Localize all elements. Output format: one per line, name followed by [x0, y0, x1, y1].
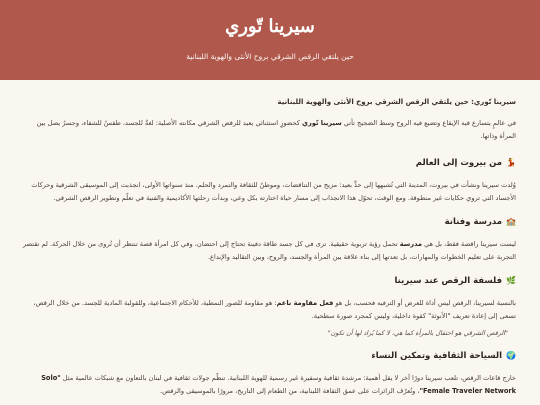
leaf-icon: 🌿: [506, 276, 516, 285]
philosophy-text-after: : هو مقاومة للصور النمطية، للأحكام الاجتماعية، وللقولبة المادية للجسد. من خلال الرقص، تسعى إلى إعادة تعريف "الأنوثة" كقوة داخلية، وليس كمجرد صورة سطحية.: [33, 299, 516, 320]
tourism-text-after: ، وتُعرّف الزائرات على عمق الثقافة اللبنانية، من الطعام إلى التاريخ، مرورًا بالموسيقى والرقص.: [160, 387, 420, 395]
section-heading-beirut: [22, 157, 516, 169]
globe-icon: 🌍: [506, 351, 516, 360]
tourism-text-bold: "Solo Female Traveler Network": [41, 374, 516, 395]
section-text-philosophy: [22, 297, 516, 323]
section-title-school: مدرسة وفنانة: [444, 217, 503, 227]
hero-header: [0, 0, 540, 80]
section-text-school: [22, 238, 516, 264]
article-content: [0, 80, 540, 398]
section-title-philosophy: فلسفة الرقص عند سيرينا: [394, 276, 503, 286]
intro-text-before: في عالمٍ يتسارع فيه الإيقاع وتضيع فيه الروح وسط الضجيج تأتي: [341, 119, 516, 127]
section-heading-philosophy: [22, 275, 516, 287]
section-text-tourism: [22, 372, 516, 398]
tourism-text-before: خارج قاعات الرقص، تلعب سيرينا دورًا آخر لا يقل أهمية: مرشدة ثقافية وسفيرة غير رسمية للهوية اللبنانية. تنظّم جولات ثقافية في لبنان بالتعاون مع شبكات عالمية مثل: [60, 374, 516, 382]
intro-paragraph: [22, 117, 516, 143]
intro-title: سيرينا تّوري: حين يلتقي الرقص الشرقي بروح الأنثى والهوية اللبنانية: [277, 98, 516, 106]
school-text-bold: مدرسة: [399, 240, 422, 248]
school-icon: 🏫: [506, 217, 516, 226]
intro-text-name: سيرينا تّوري: [302, 119, 342, 127]
philosophy-text-bold: فعل مقاومة ناعم: [276, 299, 334, 307]
page-subtitle: حين يلتقي الرقص الشرقي بروح الأنثى والهوية اللبنانية: [186, 52, 354, 61]
philosophy-text-before: بالنسبة لسيرينا، الرقص ليس أداة للعرض أو الترفيه فحسب، بل هو: [333, 299, 516, 307]
school-text-after: تحمل رؤية تربوية حقيقية. ترى في كل جسد طاقة دفينة تحتاج إلى احتضان، وفي كل امرأة قصة تنتظر أن تُروى من خلال الحركة. لم تقتصر التجربة على تعليم الخطوات والمهارات، بل تعدتها إلى بناء علاقة بين المرأة والجسد، والروح، وبين التقاليد والإبداع.: [22, 240, 516, 261]
section-title-beirut: من بيروت إلى العالم: [415, 158, 503, 168]
section-text-beirut: وُلدت سيرينا ونشأت في بيروت، المدينة التي تُشبهها إلى حدٍّ بعيد: مزيج من التناقضات، وموطنٌ للثقافة والتمرد والحلم. منذ سنواتها الأولى، انجذبت إلى الموسيقى الشرقية وحركات الأجساد التي تروي حكايات غير منطوقة. ومع الوقت، تحوّل هذا الانجذاب إلى مسار حياة اختارته بكل وعي، وبدأت رحلتها الأكاديمية والفنية في تعلّم وتطوير الرقص الشرقي.: [31, 181, 516, 202]
section-heading-tourism: [22, 350, 516, 362]
section-title-tourism: السياحة الثقافية وتمكين النساء: [371, 351, 503, 361]
page-title: سيرينا تّوري: [225, 16, 315, 37]
school-text-before: ليست سيرينا راقصة فقط، بل هي: [421, 240, 516, 248]
philosophy-quote: "الرقص الشرقي هو احتفال بالمرأة كما هي، لا كما يُراد لها أن تكون": [327, 329, 508, 337]
section-heading-school: [22, 216, 516, 228]
dancer-icon: 💃: [506, 158, 516, 167]
intro-text-after: كحضورٍ استثنائي يعيد للرقص الشرقي مكانته الأصلية: لغةٌ للجسد، طقسٌ للشفاء، وجسرٌ يصل بين المرأة وذاتها.: [36, 119, 516, 140]
